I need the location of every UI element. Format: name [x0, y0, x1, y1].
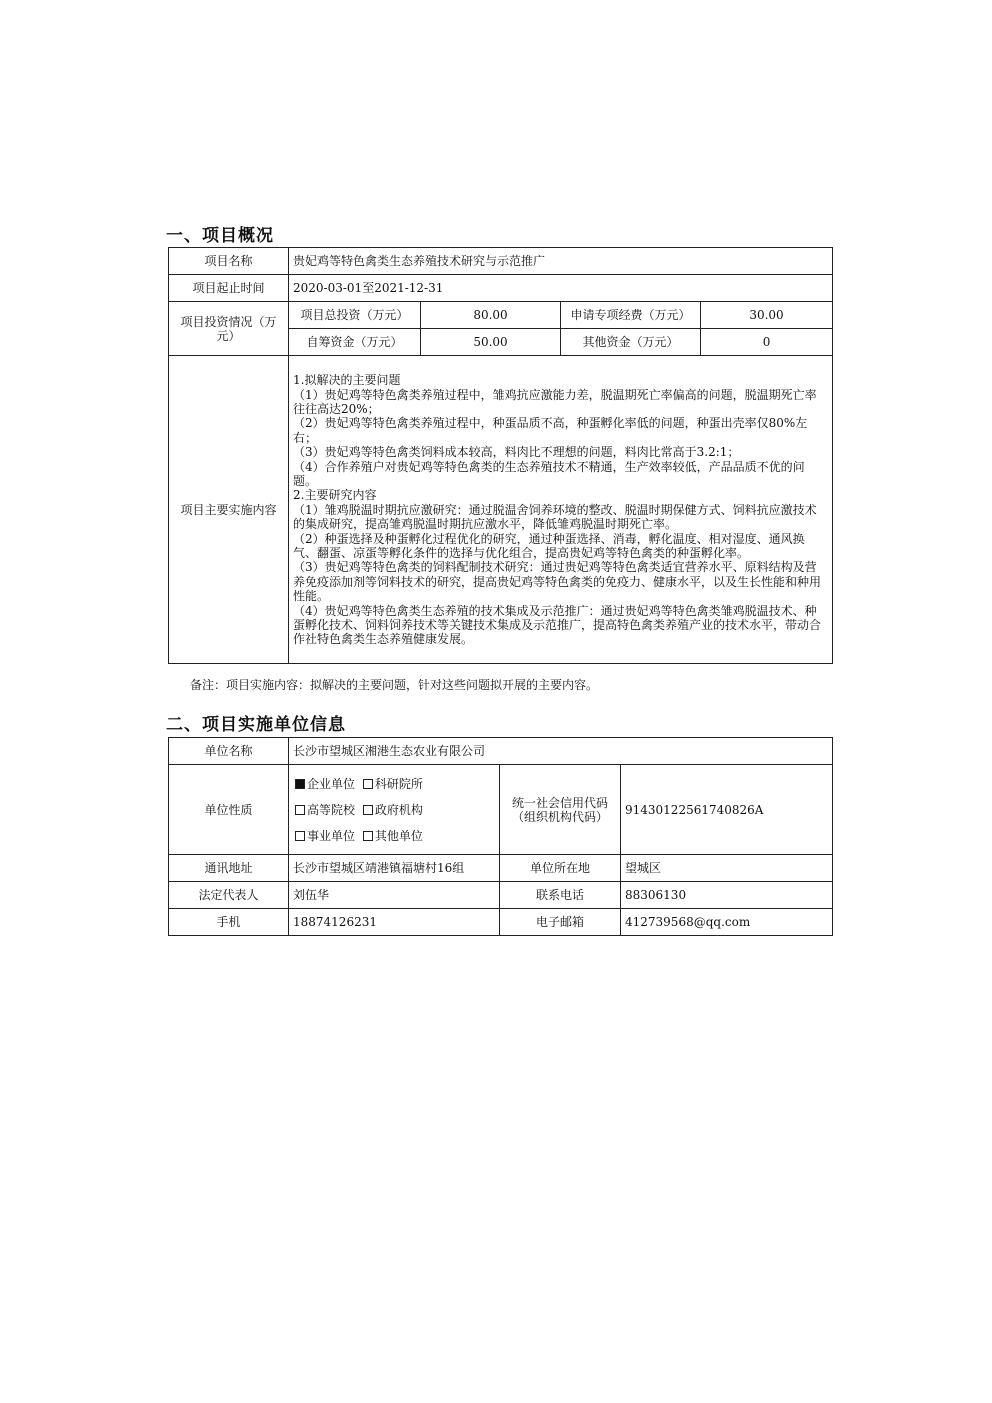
- email-label: 电子邮箱: [500, 909, 621, 936]
- phone-label: 联系电话: [500, 882, 621, 909]
- content-line: （4）贵妃鸡等特色禽类生态养殖的技术集成及示范推广：通过贵妃鸡等特色禽类雏鸡脱温技术、种蛋孵化技术、饲料饲养技术等关键技术集成及示范推广，提高特色禽类养殖产业的技术水平，带动合作社特色禽类生态养殖健康发展。: [293, 603, 822, 647]
- section-2-title: 二、项目实施单位信息: [166, 715, 346, 735]
- unit-type-university[interactable]: 高等院校: [295, 803, 355, 817]
- total-investment-label: 项目总投资（万元）: [289, 302, 421, 329]
- unit-info-table: [168, 737, 833, 936]
- unit-type-enterprise[interactable]: 企业单位: [295, 777, 355, 791]
- unit-type-other[interactable]: 其他单位: [363, 829, 423, 843]
- credit-code-label: 统一社会信用代码（组织机构代码）: [500, 765, 621, 855]
- checkbox-checked-icon: [295, 779, 305, 789]
- unit-type-public-institution[interactable]: 事业单位: [295, 829, 355, 843]
- project-overview-table: [168, 247, 833, 664]
- section-1-title: 一、项目概况: [166, 226, 274, 246]
- content-body: [289, 356, 833, 664]
- checkbox-icon: [295, 805, 305, 815]
- checkbox-icon: [363, 831, 373, 841]
- checkbox-icon: [363, 779, 373, 789]
- content-line: （3）贵妃鸡等特色禽类的饲料配制技术研究：通过贵妃鸡等特色禽类适宜营养水平、原料结构及营养免疫添加剂等饲料技术的研究，提高贵妃鸡等特色禽类的免疫力、健康水平，以及生长性能和种用性能。: [293, 560, 822, 604]
- content-line: （1）雏鸡脱温时期抗应激研究：通过脱温舍饲养环境的整改、脱温时期保健方式、饲料抗应激技术的集成研究，提高雏鸡脱温时期抗应激水平，降低雏鸡脱温时期死亡率。: [293, 502, 817, 532]
- checkbox-icon: [295, 831, 305, 841]
- checkbox-icon: [363, 805, 373, 815]
- special-funding-value: 30.00: [701, 302, 833, 329]
- other-funding-value: 0: [701, 329, 833, 356]
- content-line: （1）贵妃鸡等特色禽类养殖过程中，雏鸡抗应激能力差，脱温期死亡率偏高的问题，脱温期死亡率往往高达20%；: [293, 387, 817, 416]
- mobile-label: 手机: [169, 909, 289, 936]
- total-investment-value: 80.00: [421, 302, 561, 329]
- unit-type-label: 单位性质: [169, 765, 289, 855]
- mobile-value: 18874126231: [289, 909, 500, 936]
- project-name-value: 贵妃鸡等特色禽类生态养殖技术研究与示范推广: [289, 248, 833, 275]
- project-name-label: 项目名称: [169, 248, 289, 275]
- content-line: 2.主要研究内容: [293, 488, 377, 503]
- legal-rep-label: 法定代表人: [169, 882, 289, 909]
- other-funding-label: 其他资金（万元）: [561, 329, 701, 356]
- legal-rep-value: 刘伍华: [289, 882, 500, 909]
- content-line: （2）种蛋选择及种蛋孵化过程优化的研究，通过种蛋选择、消毒，孵化温度、相对湿度、通风换气、翻蛋、凉蛋等孵化条件的选择与优化组合，提高贵妃鸡等特色禽类的种蛋孵化率。: [293, 531, 805, 561]
- self-funding-label: 自筹资金（万元）: [289, 329, 421, 356]
- location-label: 单位所在地: [500, 855, 621, 882]
- unit-type-government[interactable]: 政府机构: [363, 803, 423, 817]
- unit-name-label: 单位名称: [169, 738, 289, 765]
- unit-type-research[interactable]: 科研院所: [363, 777, 423, 791]
- special-funding-label: 申请专项经费（万元）: [561, 302, 701, 329]
- content-line: （2）贵妃鸡等特色禽类养殖过程中，种蛋品质不高，种蛋孵化率低的问题，种蛋出壳率仅80%左右；: [293, 416, 808, 445]
- content-line: 1.拟解决的主要问题: [293, 373, 401, 388]
- credit-code-value: 91430122561740826A: [621, 765, 833, 855]
- period-label: 项目起止时间: [169, 275, 289, 302]
- email-value: 412739568@qq.com: [621, 909, 833, 936]
- unit-name-value: 长沙市望城区湘港生态农业有限公司: [289, 738, 833, 765]
- period-value: 2020-03-01至2021-12-31: [289, 275, 833, 302]
- content-line: （3）贵妃鸡等特色禽类饲料成本较高，料肉比不理想的问题，料肉比常高于3.2:1；: [293, 445, 740, 460]
- location-value: 望城区: [621, 855, 833, 882]
- address-label: 通讯地址: [169, 855, 289, 882]
- unit-type-options: [289, 765, 500, 855]
- content-line: （4）合作养殖户对贵妃鸡等特色禽类的生态养殖技术不精通，生产效率较低，产品品质不优的问题。: [293, 459, 805, 488]
- address-value: 长沙市望城区靖港镇福塘村16组: [289, 855, 500, 882]
- phone-value: 88306130: [621, 882, 833, 909]
- investment-label: 项目投资情况（万元）: [169, 302, 289, 356]
- content-label: 项目主要实施内容: [169, 356, 289, 664]
- note-text: 备注：项目实施内容：拟解决的主要问题，针对这些问题拟开展的主要内容。: [190, 678, 599, 692]
- self-funding-value: 50.00: [421, 329, 561, 356]
